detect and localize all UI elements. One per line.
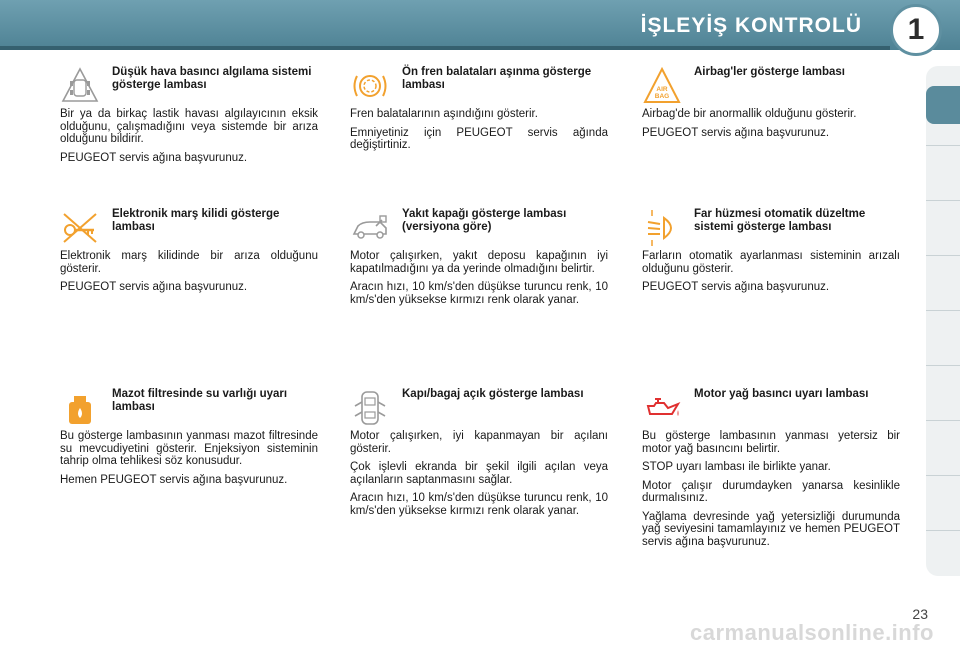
paragraph: Aracın hızı, 10 km/s'den düşükse turuncu renk, 10 km/s'den yüksekse kırmızı renk olarak yanar. bbox=[350, 281, 608, 306]
paragraph: Motor çalışır durumdayken yanarsa kesinlikle durmalısınız. bbox=[642, 479, 900, 504]
paragraph: PEUGEOT servis ağına başvurunuz. bbox=[642, 281, 830, 293]
indicator-description bbox=[350, 430, 608, 517]
page-number: 23 bbox=[912, 606, 928, 622]
headlamp-leveling-icon bbox=[642, 208, 682, 248]
indicator-description bbox=[350, 250, 608, 306]
paragraph: Bir ya da birkaç lastik havası algılayıcının eksik olduğunu, çalışmadığını veya sistemde bir arıza olduğunu bildirir. bbox=[60, 108, 318, 145]
indicator-title: Kapı/bagaj açık gösterge lambası bbox=[402, 388, 584, 400]
indicator-title: Far hüzmesi otomatik düzeltme sistemi gösterge lambası bbox=[694, 208, 866, 233]
paragraph: STOP uyarı lambası ile birlikte yanar. bbox=[642, 461, 831, 473]
chapter-tab-active[interactable] bbox=[926, 86, 960, 124]
door-open-icon bbox=[350, 388, 390, 428]
paragraph: Farların otomatik ayarlanması sisteminin arızalı olduğunu gösterir. bbox=[642, 250, 900, 275]
tab-divider bbox=[926, 530, 960, 531]
indicator-title: Düşük hava basıncı algılama sistemi gösterge lambası bbox=[112, 66, 312, 91]
paragraph: Bu gösterge lambasının yanması mazot filtresinde su mevcudiyetini gösterir. Enjeksiyon sisteminin tahrip olma tehlikesi söz konusudur. bbox=[60, 430, 318, 467]
immobiliser-key-icon bbox=[60, 208, 100, 248]
indicator-description bbox=[642, 108, 900, 139]
paragraph: Elektronik marş kilidinde bir arıza olduğunu gösterir. bbox=[60, 250, 318, 275]
indicator-description bbox=[60, 108, 318, 164]
paragraph: Fren balatalarının aşındığını gösterir. bbox=[350, 108, 538, 120]
paragraph: Hemen PEUGEOT servis ağına başvurunuz. bbox=[60, 473, 288, 486]
indicator-title: Motor yağ basıncı uyarı lambası bbox=[694, 388, 869, 400]
paragraph: Aracın hızı, 10 km/s'den düşükse turuncu renk, 10 km/s'den yüksekse kırmızı renk olarak yanar. bbox=[350, 492, 608, 517]
indicator-block-airbag bbox=[642, 66, 900, 145]
oil-pressure-icon bbox=[642, 388, 682, 428]
indicator-description bbox=[350, 108, 608, 152]
paragraph: Airbag'de bir anormallik olduğunu gösterir. bbox=[642, 108, 857, 120]
tab-divider bbox=[926, 365, 960, 366]
indicator-title: Yakıt kapağı gösterge lambası (versiyona göre) bbox=[402, 208, 567, 233]
tab-divider bbox=[926, 255, 960, 256]
indicator-block-brake-pads bbox=[350, 66, 608, 158]
paragraph: Motor çalışırken, iyi kapanmayan bir açılanı gösterir. bbox=[350, 430, 608, 455]
indicator-description bbox=[642, 250, 900, 294]
indicator-block-door-open bbox=[350, 388, 608, 523]
tab-divider bbox=[926, 475, 960, 476]
indicator-title: Elektronik marş kilidi gösterge lambası bbox=[112, 208, 280, 233]
paragraph: PEUGEOT servis ağına başvurunuz. bbox=[60, 151, 248, 164]
paragraph: Çok işlevli ekranda bir şekil ilgili açılan veya açılanların saptanmasını sağlar. bbox=[350, 461, 608, 486]
svg-text:AIR: AIR bbox=[656, 86, 668, 93]
tab-divider bbox=[926, 200, 960, 201]
indicator-block-tire-pressure bbox=[60, 66, 318, 170]
indicator-title: Mazot filtresinde su varlığı uyarı lambası bbox=[112, 388, 288, 413]
brake-pad-wear-icon bbox=[350, 66, 390, 106]
paragraph: PEUGEOT servis ağına başvurunuz. bbox=[60, 281, 248, 293]
tire-pressure-warning-icon bbox=[60, 66, 100, 106]
indicator-block-water-in-diesel bbox=[60, 388, 318, 492]
paragraph: Yağlama devresinde yağ yetersizliği durumunda yağ seviyesini tamamlayınız ve hemen PEUGEOT servis ağına başvurunuz. bbox=[642, 510, 900, 548]
paragraph: Emniyetiniz için PEUGEOT servis ağında değiştirtiniz. bbox=[350, 126, 608, 151]
indicator-title: Airbag'ler gösterge lambası bbox=[694, 66, 846, 78]
header-shade bbox=[0, 46, 890, 50]
tab-divider bbox=[926, 145, 960, 146]
water-in-diesel-filter-icon bbox=[60, 388, 100, 428]
tab-divider bbox=[926, 420, 960, 421]
indicator-block-headlamp-leveling bbox=[642, 208, 900, 300]
indicator-description bbox=[642, 430, 900, 548]
tab-divider bbox=[926, 310, 960, 311]
chapter-tab-strip bbox=[926, 66, 960, 576]
page-title: İŞLEYİŞ KONTROLÜ bbox=[640, 14, 862, 37]
paragraph: Motor çalışırken, yakıt deposu kapağının iyi kapatılmadığını ya da yerinde olmadığını belirtir. bbox=[350, 250, 608, 275]
chapter-badge: 1 bbox=[890, 4, 942, 56]
paragraph: Bu gösterge lambasının yanması yetersiz bir motor yağ basıncını belirtir. bbox=[642, 430, 900, 455]
indicator-block-oil-pressure bbox=[642, 388, 900, 554]
watermark: carmanualsonline.info bbox=[690, 620, 934, 645]
airbag-warning-icon bbox=[642, 66, 682, 106]
svg-text:BAG: BAG bbox=[654, 93, 670, 100]
indicator-description bbox=[60, 250, 318, 294]
indicator-title: Ön fren balataları aşınma gösterge lambası bbox=[402, 66, 592, 91]
fuel-flap-open-icon bbox=[350, 208, 390, 248]
paragraph: PEUGEOT servis ağına başvurunuz. bbox=[642, 126, 830, 139]
indicator-description bbox=[60, 430, 318, 486]
indicator-block-immobiliser bbox=[60, 208, 318, 300]
indicator-block-fuel-flap bbox=[350, 208, 608, 312]
